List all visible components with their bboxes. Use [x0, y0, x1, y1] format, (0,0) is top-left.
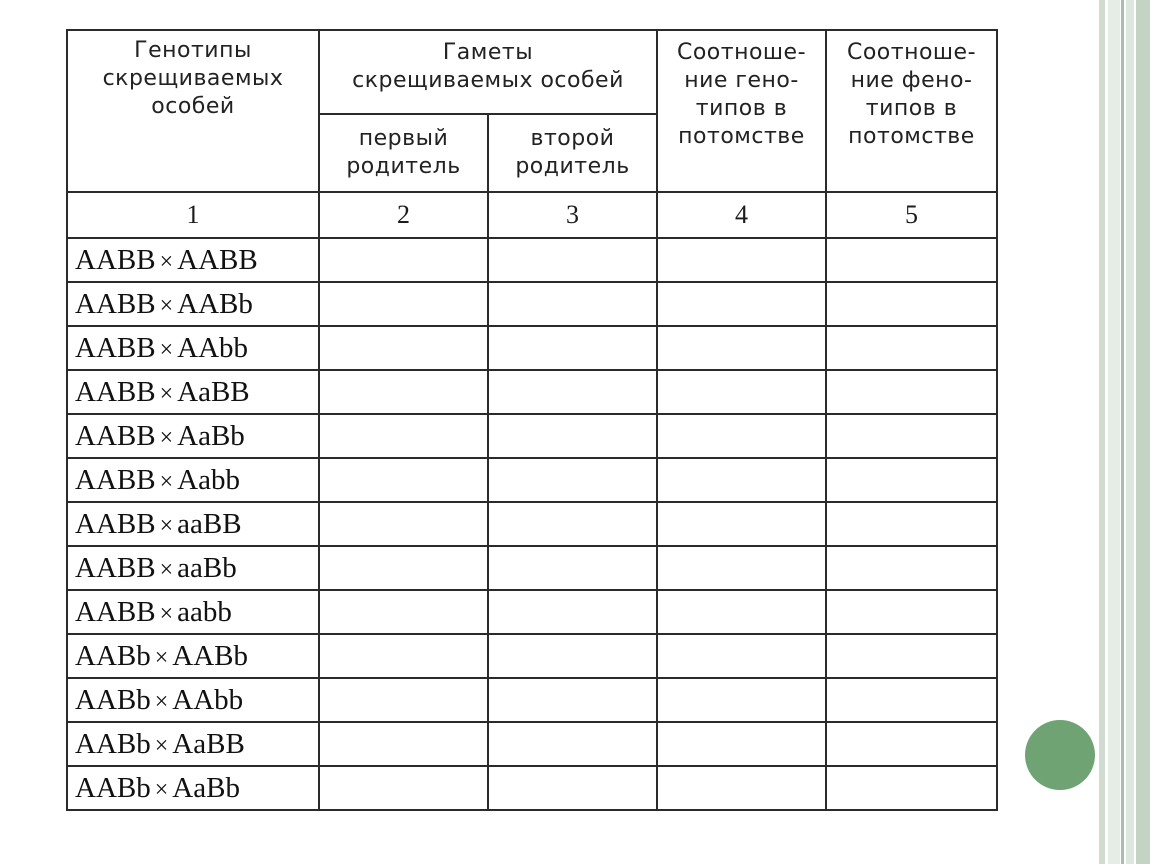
parent1-genotype: AABB	[75, 463, 156, 496]
parent1-genotype: AABB	[75, 375, 156, 408]
parent2-genotype: aabb	[177, 595, 232, 628]
second-parent-gametes-cell[interactable]	[488, 634, 657, 678]
parent1-genotype: AABb	[75, 771, 151, 804]
cross-symbol: ×	[159, 512, 174, 539]
table-row	[67, 458, 997, 502]
first-parent-gametes-cell[interactable]	[319, 502, 488, 546]
column-number: 3	[488, 192, 657, 238]
phenotype-ratio-cell[interactable]	[826, 502, 997, 546]
header-genotypes: Генотипы скрещиваемых особей	[67, 30, 319, 192]
first-parent-gametes-cell[interactable]	[319, 590, 488, 634]
table-row	[67, 722, 997, 766]
parent1-genotype: AABB	[75, 331, 156, 364]
first-parent-gametes-cell[interactable]	[319, 722, 488, 766]
phenotype-ratio-cell[interactable]	[826, 238, 997, 282]
table-row	[67, 634, 997, 678]
phenotype-ratio-cell[interactable]	[826, 326, 997, 370]
cross-genotype-cell	[67, 766, 319, 810]
table-row	[67, 678, 997, 722]
table-row	[67, 766, 997, 810]
second-parent-gametes-cell[interactable]	[488, 370, 657, 414]
cross-genotype-cell	[67, 678, 319, 722]
second-parent-gametes-cell[interactable]	[488, 326, 657, 370]
phenotype-ratio-cell[interactable]	[826, 414, 997, 458]
cross-symbol: ×	[159, 336, 174, 363]
parent1-genotype: AABb	[75, 683, 151, 716]
parent2-genotype: aaBB	[177, 507, 242, 540]
parent2-genotype: AaBB	[177, 375, 250, 408]
decorative-stripe	[1136, 0, 1150, 864]
first-parent-gametes-cell[interactable]	[319, 282, 488, 326]
parent1-genotype: AABB	[75, 507, 156, 540]
genotype-ratio-cell[interactable]	[657, 458, 826, 502]
cross-symbol: ×	[159, 380, 174, 407]
table-row	[67, 546, 997, 590]
cross-symbol: ×	[159, 600, 174, 627]
table-row	[67, 238, 997, 282]
first-parent-gametes-cell[interactable]	[319, 634, 488, 678]
cross-symbol: ×	[154, 688, 169, 715]
table-body	[67, 238, 997, 810]
second-parent-gametes-cell[interactable]	[488, 414, 657, 458]
parent1-genotype: AABB	[75, 551, 156, 584]
cross-genotype-cell	[67, 238, 319, 282]
first-parent-gametes-cell[interactable]	[319, 326, 488, 370]
table-row	[67, 282, 997, 326]
decorative-circle	[1025, 720, 1095, 790]
header-genotype-ratio: Соотноше- ние гено- типов в потомстве	[657, 30, 826, 192]
parent2-genotype: AAbb	[177, 331, 249, 364]
crossing-table	[66, 29, 998, 811]
parent2-genotype: AABb	[177, 287, 253, 320]
column-number: 5	[826, 192, 997, 238]
column-number-row	[67, 192, 997, 238]
cross-genotype-cell	[67, 370, 319, 414]
decorative-stripe	[1108, 0, 1120, 864]
cross-genotype-cell	[67, 634, 319, 678]
second-parent-gametes-cell[interactable]	[488, 546, 657, 590]
parent1-genotype: AABB	[75, 287, 156, 320]
first-parent-gametes-cell[interactable]	[319, 766, 488, 810]
first-parent-gametes-cell[interactable]	[319, 678, 488, 722]
parent2-genotype: AaBB	[172, 727, 245, 760]
cross-genotype-cell	[67, 502, 319, 546]
phenotype-ratio-cell[interactable]	[826, 722, 997, 766]
phenotype-ratio-cell[interactable]	[826, 370, 997, 414]
cross-symbol: ×	[159, 556, 174, 583]
cross-symbol: ×	[159, 468, 174, 495]
parent1-genotype: AABB	[75, 243, 156, 276]
second-parent-gametes-cell[interactable]	[488, 502, 657, 546]
cross-symbol: ×	[154, 776, 169, 803]
first-parent-gametes-cell[interactable]	[319, 458, 488, 502]
table-row	[67, 414, 997, 458]
cross-genotype-cell	[67, 458, 319, 502]
cross-symbol: ×	[159, 292, 174, 319]
parent1-genotype: AABB	[75, 595, 156, 628]
cross-genotype-cell	[67, 590, 319, 634]
genotype-ratio-cell[interactable]	[657, 502, 826, 546]
first-parent-gametes-cell[interactable]	[319, 546, 488, 590]
table-row	[67, 502, 997, 546]
decorative-stripe	[1099, 0, 1105, 864]
genotype-ratio-cell[interactable]	[657, 722, 826, 766]
parent2-genotype: AAbb	[172, 683, 244, 716]
parent2-genotype: AABb	[172, 639, 249, 672]
cross-genotype-cell	[67, 326, 319, 370]
first-parent-gametes-cell[interactable]	[319, 370, 488, 414]
parent1-genotype: AABB	[75, 419, 156, 452]
phenotype-ratio-cell[interactable]	[826, 458, 997, 502]
genotype-ratio-cell[interactable]	[657, 282, 826, 326]
column-number: 4	[657, 192, 826, 238]
parent2-genotype: AABB	[177, 243, 258, 276]
header-phenotype-ratio: Соотноше- ние фено- типов в потомстве	[826, 30, 997, 192]
phenotype-ratio-cell[interactable]	[826, 766, 997, 810]
parent1-genotype: AABb	[75, 639, 151, 672]
column-number: 1	[67, 192, 319, 238]
cross-genotype-cell	[67, 722, 319, 766]
parent2-genotype: AaBb	[177, 419, 245, 452]
column-number: 2	[319, 192, 488, 238]
second-parent-gametes-cell[interactable]	[488, 238, 657, 282]
parent1-genotype: AABb	[75, 727, 151, 760]
cross-symbol: ×	[159, 424, 174, 451]
cross-genotype-cell	[67, 282, 319, 326]
phenotype-ratio-cell[interactable]	[826, 546, 997, 590]
genotype-ratio-cell[interactable]	[657, 370, 826, 414]
parent2-genotype: Aabb	[177, 463, 240, 496]
table-row	[67, 370, 997, 414]
second-parent-gametes-cell[interactable]	[488, 282, 657, 326]
header-second-parent: второй родитель	[488, 114, 657, 192]
table-row	[67, 590, 997, 634]
first-parent-gametes-cell[interactable]	[319, 238, 488, 282]
phenotype-ratio-cell[interactable]	[826, 634, 997, 678]
cross-symbol: ×	[159, 248, 174, 275]
header-gametes: Гаметы скрещиваемых особей	[319, 30, 657, 114]
genotype-ratio-cell[interactable]	[657, 238, 826, 282]
phenotype-ratio-cell[interactable]	[826, 282, 997, 326]
phenotype-ratio-cell[interactable]	[826, 590, 997, 634]
header-first-parent: первый родитель	[319, 114, 488, 192]
genotype-ratio-cell[interactable]	[657, 678, 826, 722]
cross-symbol: ×	[154, 644, 169, 671]
second-parent-gametes-cell[interactable]	[488, 766, 657, 810]
genotype-ratio-cell[interactable]	[657, 326, 826, 370]
second-parent-gametes-cell[interactable]	[488, 722, 657, 766]
genotype-ratio-cell[interactable]	[657, 590, 826, 634]
second-parent-gametes-cell[interactable]	[488, 458, 657, 502]
second-parent-gametes-cell[interactable]	[488, 590, 657, 634]
cross-symbol: ×	[154, 732, 169, 759]
decorative-stripe	[1126, 0, 1134, 864]
table-row	[67, 326, 997, 370]
genotype-ratio-cell[interactable]	[657, 766, 826, 810]
parent2-genotype: aaBb	[177, 551, 237, 584]
phenotype-ratio-cell[interactable]	[826, 678, 997, 722]
genotype-ratio-cell[interactable]	[657, 546, 826, 590]
cross-genotype-cell	[67, 414, 319, 458]
parent2-genotype: AaBb	[172, 771, 240, 804]
first-parent-gametes-cell[interactable]	[319, 414, 488, 458]
cross-genotype-cell	[67, 546, 319, 590]
decorative-stripe	[1121, 0, 1124, 864]
genotype-ratio-cell[interactable]	[657, 414, 826, 458]
genotype-ratio-cell[interactable]	[657, 634, 826, 678]
second-parent-gametes-cell[interactable]	[488, 678, 657, 722]
